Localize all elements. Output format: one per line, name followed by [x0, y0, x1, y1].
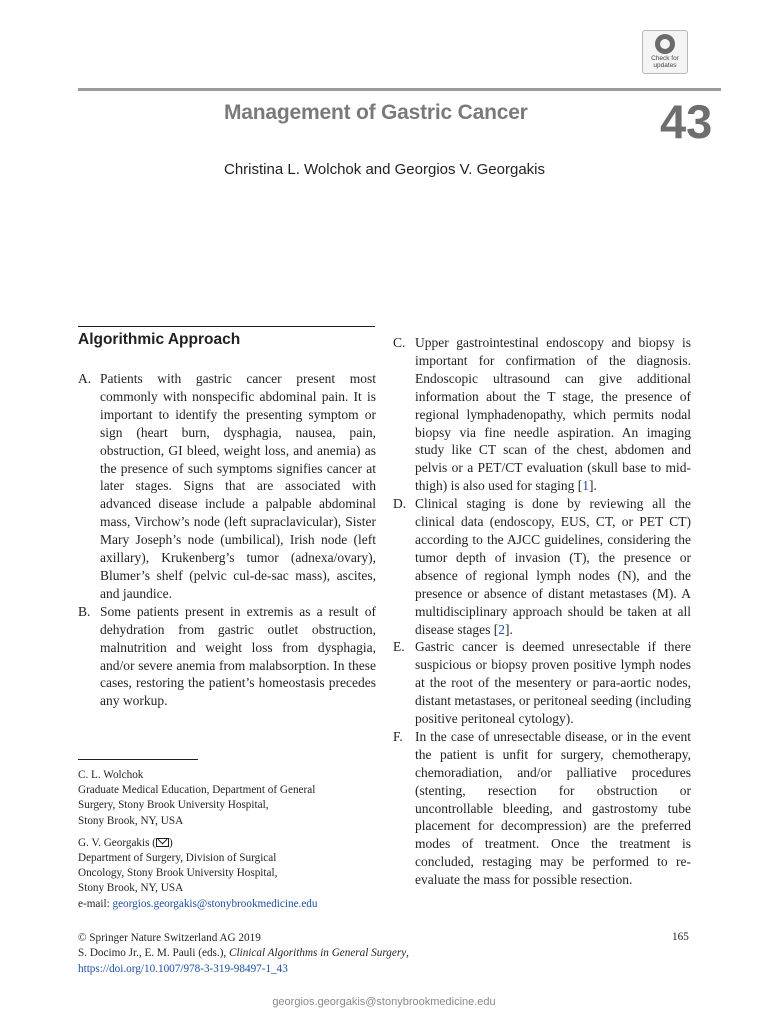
item-letter: D.: [393, 496, 407, 512]
item-letter: B.: [78, 603, 91, 619]
item-text: [415, 495, 691, 638]
list-item-c: [393, 334, 691, 495]
email-label: e-mail:: [78, 897, 113, 910]
affiliation-2: [78, 836, 378, 912]
affiliation-line: Surgery, Stony Brook University Hospital,: [78, 799, 269, 812]
item-body: Clinical staging is done by reviewing all the clinical data (endoscopy, EUS, CT, or PET CT) according to the AJCC guidelines, considering the tumor depth of invasion (T), the presence or absence of regional lymph nodes (N), and the presence or absence of distant metastases (M). A multidisciplinary approach should be taken at all disease stages [: [415, 496, 691, 637]
chapter-authors: Christina L. Wolchok and Georgios V. Georgakis: [224, 161, 545, 178]
author-name: G. V. Georgakis (: [78, 836, 156, 849]
page-number: 165: [672, 931, 689, 943]
item-letter: E.: [393, 639, 405, 655]
envelope-icon[interactable]: [156, 838, 169, 847]
item-letter: C.: [393, 335, 406, 350]
list-item-d: [393, 495, 691, 638]
item-text: Patients with gastric cancer present most commonly with nonspecific abdominal pain. It is important to identify the presenting symptom or sign (heart burn, dysphagia, nausea, pain, obstruction, GI bleed, weight loss, and anemia) as the presence of such symptoms signifies cancer at later stages. Signs that are associated with advanced disease include a palpable abdominal mass, Virchow’s node (left supraclavicular), Sister Mary Joseph’s node (umbilical), Irish node (left axillary), Krukenberg’s tumor (adnexa/ovary), Blumer’s shelf (pelvic cul-de-sac mass), ascites, and jaundice.: [100, 371, 376, 601]
citation-line: [78, 946, 698, 961]
item-end: ].: [588, 478, 597, 494]
imprint: [78, 931, 698, 977]
copyright: © Springer Nature Switzerland AG 2019: [78, 932, 261, 944]
item-letter: A.: [78, 371, 92, 386]
doi-link[interactable]: https://doi.org/10.1007/978-3-319-98497-1_43: [78, 962, 288, 975]
item-text: [415, 334, 691, 495]
check-for-updates-badge[interactable]: [642, 30, 688, 74]
section-rule: [78, 326, 375, 327]
list-item-e: [393, 638, 691, 728]
affiliation-1: [78, 768, 378, 829]
affiliation-line: Department of Surgery, Division of Surgical: [78, 852, 277, 865]
chapter-number: 43: [660, 95, 713, 148]
item-text: Gastric cancer is deemed unresectable if there suspicious or biopsy proven positive lymph nodes at the root of the mesentery or para-aortic nodes, distant metastases, or peritoneal seeding (including positive peritoneal cytology).: [415, 639, 691, 727]
right-column: [393, 334, 691, 889]
author-affiliations: [78, 768, 378, 919]
badge-label-line1: Check for: [651, 55, 679, 62]
author-name-end: ): [169, 836, 173, 849]
chapter-title: Management of Gastric Cancer: [224, 101, 528, 124]
citation-link[interactable]: 1: [582, 478, 589, 494]
header-rule: [78, 88, 721, 91]
affiliation-line: Stony Brook, NY, USA: [78, 814, 184, 827]
list-item-a: [78, 370, 376, 603]
affiliation-line: Oncology, Stony Brook University Hospital,: [78, 867, 278, 880]
list-item-b: [78, 603, 376, 710]
item-letter: F.: [393, 728, 403, 744]
comma: ,: [406, 947, 409, 960]
email-line: [78, 897, 378, 912]
editors: S. Docimo Jr., E. M. Pauli (eds.),: [78, 947, 230, 960]
item-text: In the case of unresectable disease, or in the event the patient is unfit for surgery, chemotherapy, chemoradiation, and/or palliative procedures (stenting, resection for obstruction or uncontrollable bleeding, and gastrostomy tube placement for decompression) are the preferred modes of treatment. Once the treatment is concluded, restaging may be performed to re-evaluate the mass for possible resection.: [415, 728, 691, 888]
badge-label-line2: updates: [653, 62, 677, 69]
book-title: Clinical Algorithms in General Surgery: [229, 947, 407, 960]
watermark: georgios.georgakis@stonybrookmedicine.edu: [272, 996, 496, 1008]
citation-link[interactable]: 2: [498, 621, 505, 637]
item-end: ].: [504, 621, 513, 637]
footnote-rule: [78, 759, 198, 760]
affiliation-line: Graduate Medical Education, Department of General: [78, 784, 316, 797]
left-column: [78, 370, 376, 710]
affiliation-name: C. L. Wolchok: [78, 769, 144, 781]
affiliation-name: [78, 836, 378, 851]
list-item-f: [393, 728, 691, 889]
item-text: Some patients present in extremis as a result of dehydration from gastric outlet obstruction, malnutrition and weight loss from dysphagia, and/or severe anemia from malabsorption. In these cases, restoring the patient’s homeostasis precedes any workup.: [100, 603, 376, 709]
affiliation-line: Stony Brook, NY, USA: [78, 882, 184, 895]
check-updates-icon: [655, 34, 675, 54]
email-link[interactable]: georgios.georgakis@stonybrookmedicine.edu: [112, 897, 318, 910]
section-title: Algorithmic Approach: [78, 331, 241, 348]
item-body: Upper gastrointestinal endoscopy and biopsy is important for confirmation of the diagnosis. Endoscopic ultrasound can give additional information about the T stage, the presence of regional lymphadenopathy, which permits nodal biopsy via fine needle aspiration. An imaging study like CT scan of the chest, abdomen and pelvis or a PET/CT evaluation (skull base to mid-thigh) is also used for staging [: [415, 335, 691, 494]
